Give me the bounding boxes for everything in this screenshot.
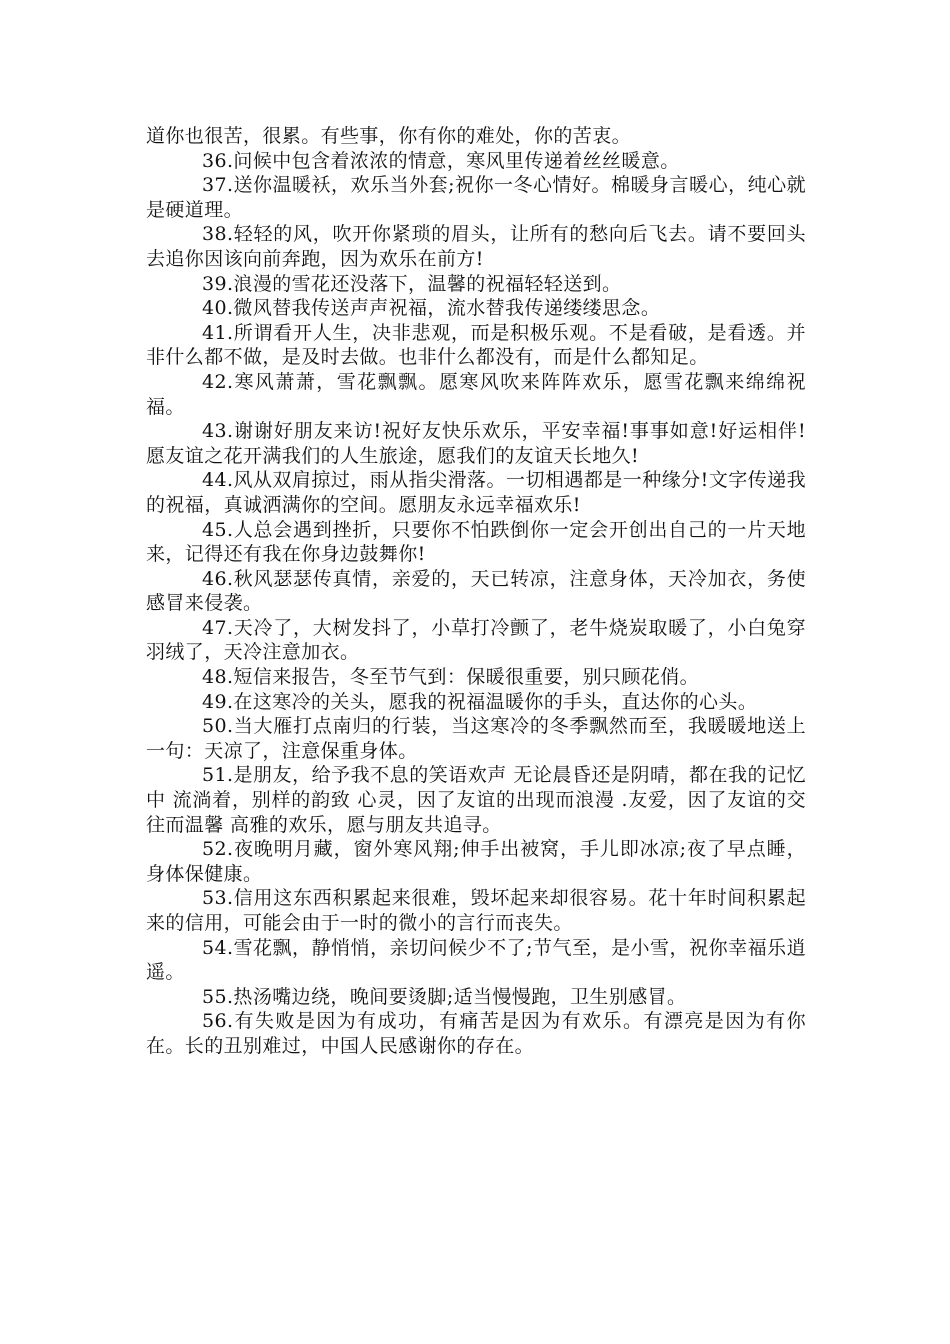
paragraph-55: 55.热汤嘴边绕，晚间要烫脚;适当慢慢跑，卫生别感冒。: [202, 985, 687, 1008]
paragraph-52: 52.夜晚明月藏，窗外寒风翔;伸手出被窝，手儿即冰凉;夜了早点睡，身体保健康。: [146, 838, 806, 885]
paragraph-40: 40.微风替我传送声声祝福，流水替我传递缕缕思念。: [202, 297, 661, 320]
paragraph-50: 50.当大雁打点南归的行装，当这寒冷的冬季飘然而至，我暖暖地送上一句：天凉了，注意保重身体。: [146, 715, 806, 762]
paragraph-48: 48.短信来报告，冬至节气到：保暖很重要，别只顾花俏。: [202, 666, 700, 689]
paragraph-51: 51.是朋友，给予我不息的笑语欢声 无论晨昏还是阴晴，都在我的记忆中 流淌着，别样的韵致 心灵，因了友谊的出现而浪漫 .友爱，因了友谊的交往而温馨 高雅的欢乐，愿与朋友共追寻。: [146, 764, 806, 836]
paragraph-47: 47.天冷了，大树发抖了，小草打冷颤了，老牛烧炭取暖了，小白兔穿羽绒了，天冷注意加衣。: [146, 616, 806, 664]
paragraph-53: 53.信用这东西积累起来很难，毁坏起来却很容易。花十年时间积累起来的信用，可能会由于一时的微小的言行而丧失。: [146, 887, 806, 934]
paragraph-54: 54.雪花飘，静悄悄，亲切问候少不了;节气至，是小雪，祝你幸福乐逍遥。: [146, 936, 806, 984]
paragraph-42: 42.寒风萧萧，雪花飘飘。愿寒风吹来阵阵欢乐，愿雪花飘来绵绵祝福。: [146, 370, 806, 418]
paragraph-43: 43.谢谢好朋友来访!祝好友快乐欢乐，平安幸福!事事如意!好运相伴!愿友谊之花开满我们的人生旅途，愿我们的友谊天长地久!: [146, 420, 806, 467]
document-body: [146, 124, 806, 1059]
paragraph-49: 49.在这寒冷的关头，愿我的祝福温暖你的手头，直达你的心头。: [202, 690, 758, 713]
paragraph-46: 46.秋风瑟瑟传真情，亲爱的，天已转凉，注意身体，天冷加衣，务使感冒来侵袭。: [146, 567, 806, 615]
paragraph-56: 56.有失败是因为有成功，有痛苦是因为有欢乐。有漂亮是因为有你在。长的丑别难过，中国人民感谢你的存在。: [146, 1010, 806, 1057]
paragraph-41: 41.所谓看开人生，决非悲观，而是积极乐观。不是看破，是看透。并非什么都不做，是及时去做。也非什么都没有，而是什么都知足。: [146, 321, 806, 369]
paragraph-36: 36.问候中包含着浓浓的情意，寒风里传递着丝丝暖意。: [202, 149, 680, 172]
paragraph-39: 39.浪漫的雪花还没落下，温馨的祝福轻轻送到。: [202, 272, 622, 295]
paragraph-continued: 道你也很苦，很累。有些事，你有你的难处，你的苦衷。: [146, 125, 632, 147]
paragraph-38: 38.轻轻的风，吹开你紧琐的眉头，让所有的愁向后飞去。请不要回头去追你因该向前奔跑，因为欢乐在前方!: [146, 223, 806, 270]
paragraph-37: 37.送你温暖袄，欢乐当外套;祝你一冬心情好。棉暖身言暖心，纯心就是硬道理。: [146, 174, 806, 221]
paragraph-45: 45.人总会遇到挫折，只要你不怕跌倒你一定会开创出自己的一片天地来，记得还有我在你身边鼓舞你!: [146, 518, 806, 566]
paragraph-44: 44.风从双肩掠过，雨从指尖滑落。一切相遇都是一种缘分!文字传递我的祝福，真诚洒满你的空间。愿朋友永远幸福欢乐!: [146, 469, 806, 516]
